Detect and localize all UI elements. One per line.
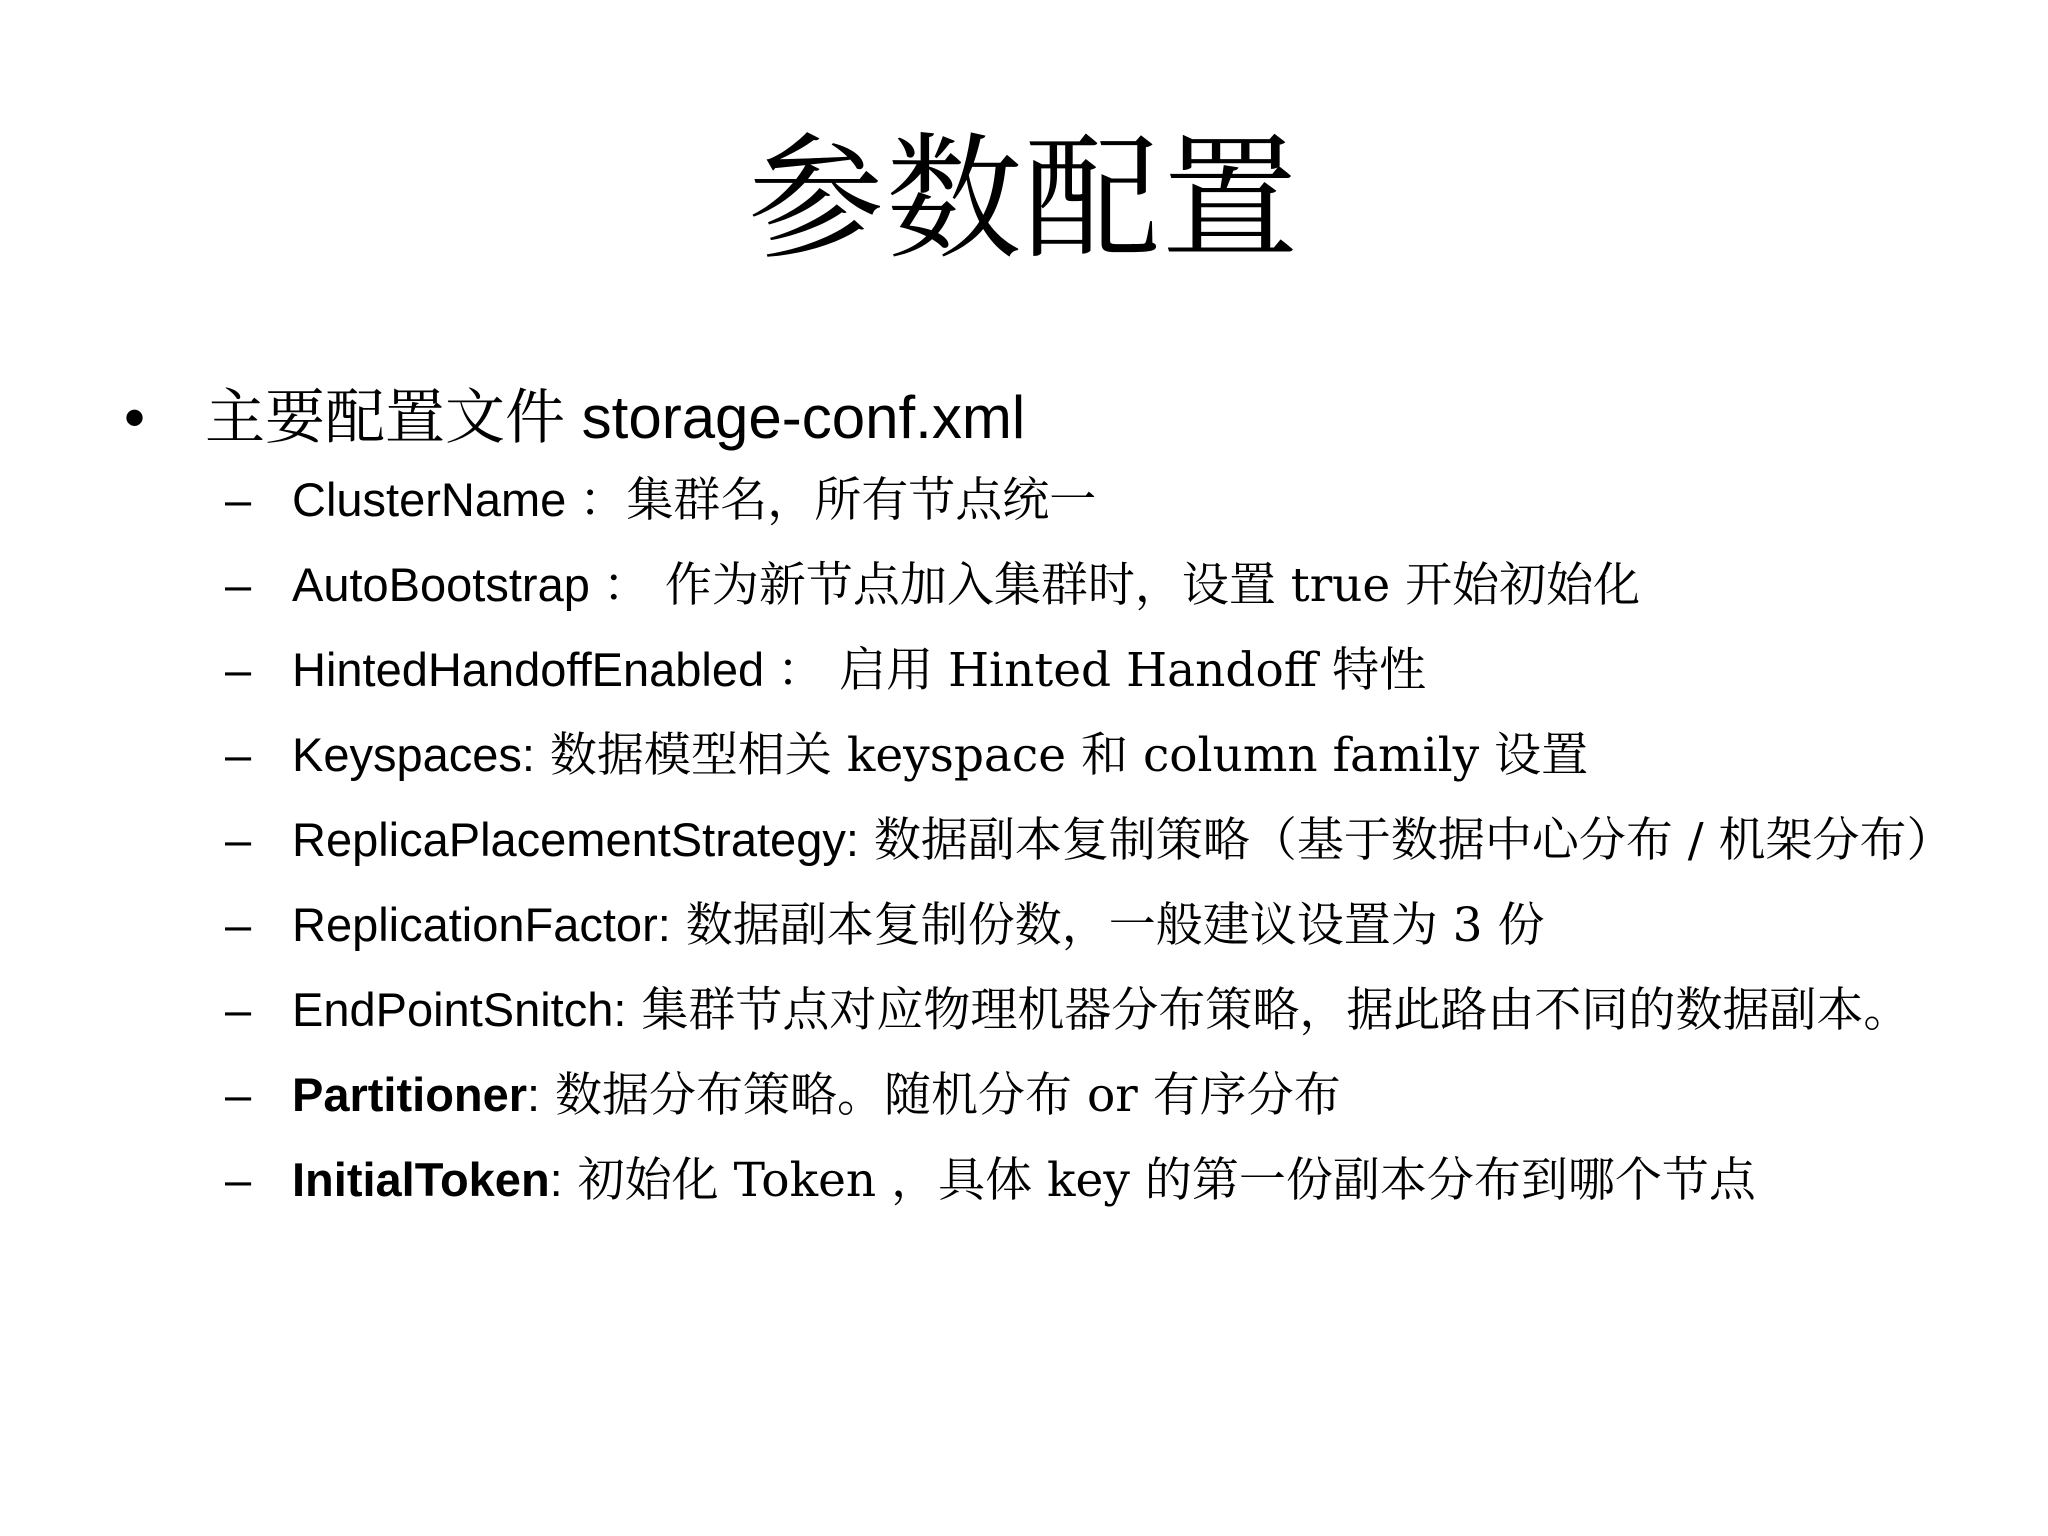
param-sep: : [549, 1153, 563, 1206]
sub-item-hintedhandoffenabled [120, 638, 1990, 703]
param-desc: 数据副本复制份数，一般建议设置为 3 份 [670, 898, 1545, 953]
param-sep: ： [589, 558, 650, 611]
sub-item-keyspaces [120, 723, 1990, 788]
param-desc: 数据副本复制策略（基于数据中心分布 / 机架分布） [858, 813, 1954, 868]
param-key: Partitioner [292, 1068, 528, 1121]
sub-item-initialtoken [120, 1148, 1990, 1213]
sub-item-replicationfactor [120, 893, 1990, 958]
param-key: EndPointSnitch [292, 983, 614, 1036]
param-key: ClusterName [292, 473, 567, 526]
param-sep: : [657, 898, 671, 951]
dash-icon: – [225, 1068, 252, 1121]
param-desc: 数据分布策略。随机分布 or 有序分布 [540, 1068, 1341, 1123]
param-key: AutoBootstrap [292, 558, 590, 611]
param-desc: 集群节点对应物理机器分布策略，据此路由不同的数据副本。 [626, 983, 1911, 1038]
sub-item-autobootstrap [120, 553, 1990, 618]
param-key: ReplicationFactor [292, 898, 658, 951]
param-key: Keyspaces [292, 728, 522, 781]
dash-icon: – [225, 813, 252, 866]
bullet-prefix: 主要配置文件 [205, 383, 565, 453]
dash-icon: – [225, 558, 252, 611]
param-sep: : [845, 813, 859, 866]
param-key: InitialToken [292, 1153, 550, 1206]
param-sep: : [613, 983, 627, 1036]
param-desc: 数据模型相关 keyspace 和 column family 设置 [534, 728, 1589, 783]
bullet-file-name: storage-conf.xml [565, 384, 1026, 451]
param-desc: 集群名，所有节点统一 [626, 473, 1097, 528]
param-sep: : [521, 728, 535, 781]
sub-item-clustername [120, 468, 1990, 533]
param-sep: : [527, 1068, 541, 1121]
slide-content [120, 372, 1990, 1233]
param-key: ReplicaPlacementStrategy [292, 813, 846, 866]
sub-item-endpointsnitch [120, 978, 1990, 1043]
sub-item-partitioner [120, 1063, 1990, 1128]
param-desc: 启用 Hinted Handoff 特性 [824, 643, 1427, 698]
dash-icon: – [225, 983, 252, 1036]
param-key: HintedHandoffEnabled [292, 643, 765, 696]
param-desc: 初始化 Token ，具体 key 的第一份副本分布到哪个节点 [562, 1153, 1756, 1208]
dash-icon: – [225, 1153, 252, 1206]
dash-icon: – [225, 898, 252, 951]
param-sep: ： [566, 473, 627, 526]
dash-icon: – [225, 643, 252, 696]
dash-icon: – [225, 728, 252, 781]
param-sep: ： [764, 643, 825, 696]
sub-item-replicaplacementstrategy [120, 808, 1990, 873]
bullet-main-config-file [120, 372, 1990, 464]
bullet-dot-icon: • [124, 384, 146, 451]
dash-icon: – [225, 473, 252, 526]
param-desc: 作为新节点加入集群时，设置 true 开始初始化 [649, 558, 1641, 613]
slide-title: 参数配置 [748, 121, 1300, 279]
